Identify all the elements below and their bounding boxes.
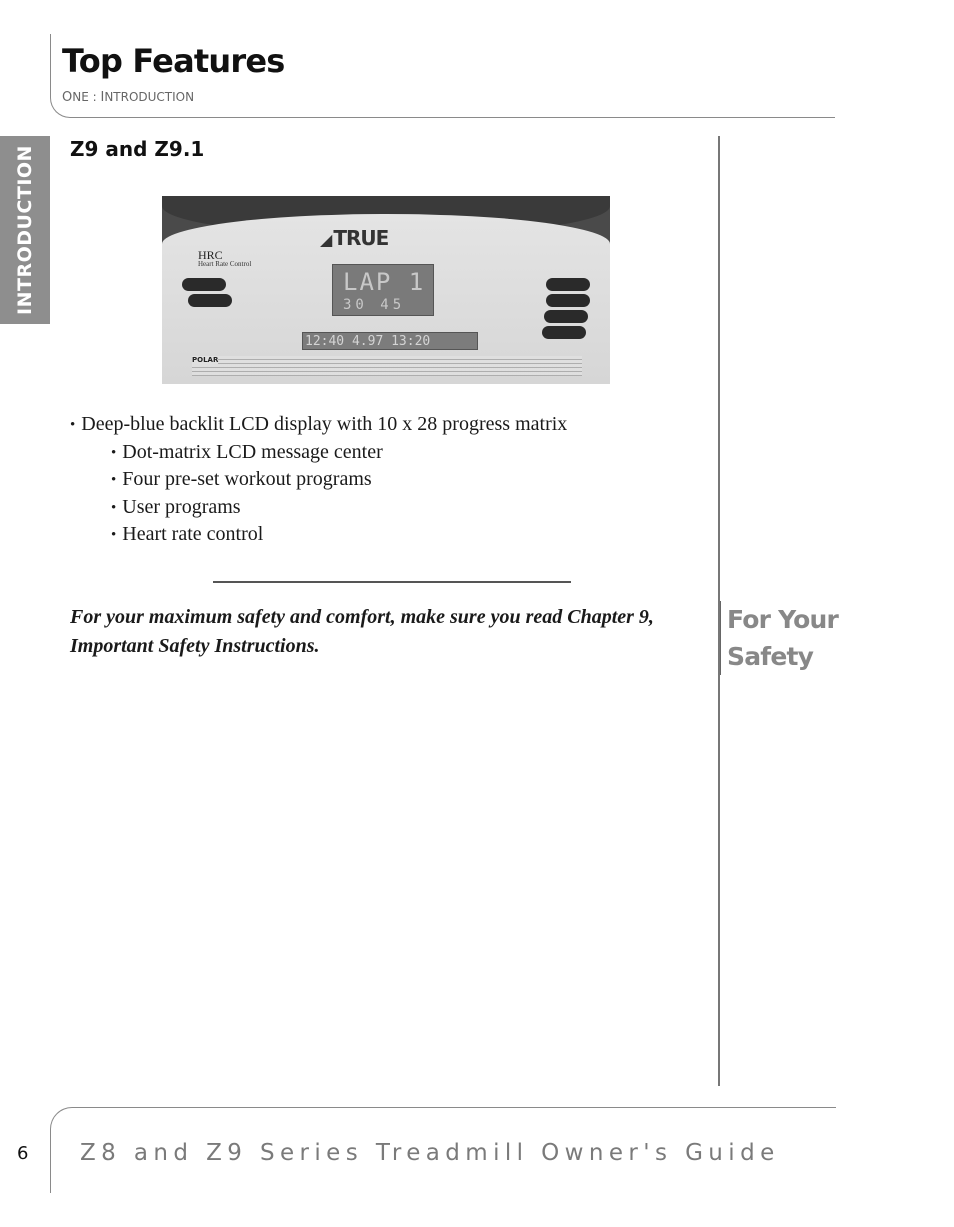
feature-item: • Four pre-set workout programs bbox=[70, 466, 567, 494]
feature-item: • Deep-blue backlit LCD display with 10 x 28 progress matrix bbox=[70, 411, 567, 439]
hrc-sublabel: Heart Rate Control bbox=[198, 260, 252, 268]
polar-logo: POLAR bbox=[192, 356, 219, 364]
breadcrumb-section-rest: NTRODUCTION bbox=[104, 90, 195, 104]
breadcrumb bbox=[62, 90, 194, 105]
lcd-line-2: 30 45 bbox=[343, 297, 406, 313]
lcd-display bbox=[332, 264, 434, 316]
footer-title: Z8 and Z9 Series Treadmill Owner's Guide bbox=[80, 1140, 780, 1166]
margin-heading: For Your Safety bbox=[720, 601, 847, 675]
feature-item: • Dot-matrix LCD message center bbox=[70, 439, 567, 467]
feature-item: • Heart rate control bbox=[70, 521, 567, 549]
feature-item: • User programs bbox=[70, 494, 567, 522]
section-rule bbox=[213, 581, 571, 583]
console-key bbox=[544, 310, 588, 323]
section-heading: Z9 and Z9.1 bbox=[70, 137, 205, 161]
brand-logo: ◢ TRUE bbox=[320, 226, 388, 250]
page-title: Top Features bbox=[62, 42, 285, 80]
lcd-line-1: LAP 1 bbox=[343, 268, 426, 296]
console-key bbox=[188, 294, 232, 307]
console-key bbox=[182, 278, 226, 291]
chapter-side-tab-label: INTRODUCTION bbox=[14, 145, 36, 315]
safety-note: For your maximum safety and comfort, make sure you read Chapter 9, Important Safety Instructions. bbox=[70, 606, 654, 657]
console-key bbox=[546, 278, 590, 291]
console-key bbox=[546, 294, 590, 307]
chapter-side-tab bbox=[0, 136, 50, 324]
page-number: 6 bbox=[17, 1143, 29, 1164]
hrc-label: HRC bbox=[198, 248, 223, 262]
breadcrumb-section-lead: I bbox=[100, 90, 105, 105]
feature-list bbox=[70, 411, 567, 549]
console-key bbox=[542, 326, 586, 339]
message-strip: 12:40 4.97 13:20 bbox=[302, 332, 478, 350]
breadcrumb-chapter-lead: O bbox=[62, 90, 73, 105]
breadcrumb-chapter-rest: NE : bbox=[72, 90, 101, 104]
console-photo bbox=[162, 196, 610, 384]
console-fine-print bbox=[192, 356, 582, 376]
